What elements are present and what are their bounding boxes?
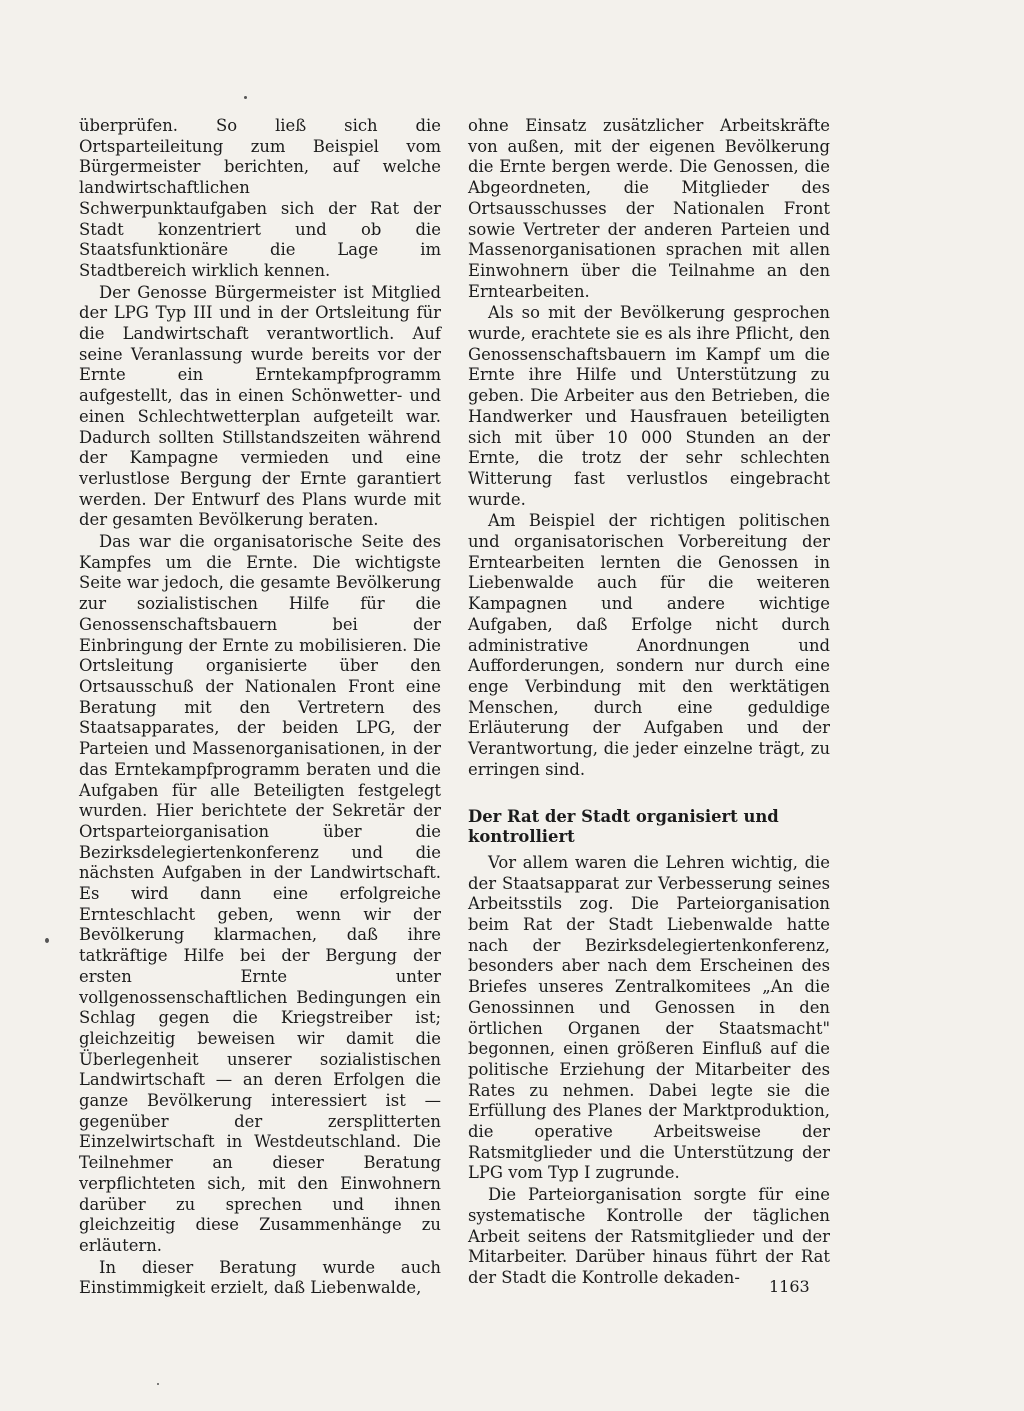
paragraph: Vor allem waren die Lehren wichtig, die der Staatsapparat zur Verbesserung seines Arbeitsstils zog. Die Parteiorganisation beim Rat der Stadt Liebenwalde hatte nach der Bezirksdelegiertenkonferenz, besonders aber nach dem Erscheinen des Briefes unseres Zentralkomitees „An die Genossinnen und Genossen in den örtlichen Organen der Staatsmacht" begonnen, einen größeren Einfluß auf die politische Erziehung der Mitarbeiter des Rates zu nehmen. Dabei legte sie die Erfüllung des Planes der Marktproduktion, die operative Arbeitsweise der Ratsmitglieder und die Unterstützung der LPG vom Typ I zugrunde. bbox=[468, 852, 830, 1183]
print-speck bbox=[244, 96, 247, 99]
paragraph: ohne Einsatz zusätzlicher Arbeitskräfte von außen, mit der eigenen Bevölkerung die Ernte bergen werde. Die Genossen, die Abgeordneten, die Mitglieder des Ortsausschusses der Nationalen Front sowie Vertreter der anderen Parteien und Massenorganisationen sprachen mit allen Einwohnern über die Teilnahme an den Erntearbeiten. bbox=[468, 116, 830, 301]
paragraph: Als so mit der Bevölkerung gesprochen wurde, erachtete sie es als ihre Pflicht, den Genossenschaftsbauern im Kampf um die Ernte ihre Hilfe und Unterstützung zu geben. Die Arbeiter aus den Betrieben, die Handwerker und Hausfrauen beteiligten sich mit über 10 000 Stunden an der Ernte, die trotz der sehr schlechten Witterung fast verlustlos eingebracht wurde. bbox=[468, 303, 830, 509]
paragraph: Der Genosse Bürgermeister ist Mitglied der LPG Typ III und in der Ortsleitung für die Landwirtschaft verantwortlich. Auf seine Veranlassung wurde bereits vor der Ernte ein Erntekampfprogramm aufgestellt, das in einen Schönwetter- und einen Schlechtwetterplan aufgeteilt war. Dadurch sollten Stillstandszeiten während der Kampagne vermieden und eine verlustlose Bergung der Ernte garantiert werden. Der Entwurf des Plans wurde mit der gesamten Bevölkerung beraten. bbox=[79, 282, 441, 530]
paragraph: überprüfen. So ließ sich die Ortsparteileitung zum Beispiel vom Bürgermeister berichten, auf welche landwirtschaftlichen Schwerpunktaufgaben sich der Rat der Stadt konzentriert und ob die Staatsfunktionäre die Lage im Stadtbereich wirklich kennen. bbox=[79, 116, 441, 280]
paragraph: In dieser Beratung wurde auch Einstimmigkeit erzielt, daß Liebenwalde, bbox=[79, 1257, 441, 1298]
left-column bbox=[79, 116, 441, 1299]
page-number: 1163 bbox=[769, 1277, 810, 1296]
print-speck bbox=[157, 1383, 159, 1385]
right-column bbox=[468, 116, 830, 1289]
print-speck bbox=[45, 938, 49, 943]
section-heading: Der Rat der Stadt organisiert und kontrolliert bbox=[468, 806, 779, 847]
paragraph: Das war die organisatorische Seite des Kampfes um die Ernte. Die wichtigste Seite war jedoch, die gesamte Bevölkerung zur sozialistischen Hilfe für die Genossenschaftsbauern bei der Einbringung der Ernte zu mobilisieren. Die Ortsleitung organisierte über den Ortsausschuß der Nationalen Front eine Beratung mit den Vertretern des Staatsapparates, der beiden LPG, der Parteien und Massenorganisationen, in der das Erntekampfprogramm beraten und die Aufgaben für alle Beteiligten festgelegt wurden. Hier berichtete der Sekretär der Ortsparteiorganisation über die Bezirksdelegiertenkonferenz und die nächsten Aufgaben in der Landwirtschaft. Es wird dann eine erfolgreiche Ernteschlacht geben, wenn wir der Bevölkerung klarmachen, daß ihre tatkräftige Hilfe bei der Bergung der ersten Ernte unter vollgenossenschaftlichen Bedingungen ein Schlag gegen die Kriegstreiber ist; gleichzeitig beweisen wir damit die Überlegenheit unserer sozialistischen Landwirtschaft — an deren Erfolgen die ganze Bevölkerung interessiert ist — gegenüber der zersplitterten Einzelwirtschaft in Westdeutschland. Die Teilnehmer an dieser Beratung verpflichteten sich, mit den Einwohnern darüber zu sprechen und ihnen gleichzeitig diese Zusammenhänge zu erläutern. bbox=[79, 532, 441, 1255]
paragraph: Die Parteiorganisation sorgte für eine systematische Kontrolle der täglichen Arbeit seitens der Ratsmitglieder und der Mitarbeiter. Darüber hinaus führt der Rat der Stadt die Kontrolle dekaden- bbox=[468, 1185, 830, 1287]
paragraph: Am Beispiel der richtigen politischen und organisatorischen Vorbereitung der Erntearbeiten lernten die Genossen in Liebenwalde auch für die weiteren Kampagnen und andere wichtige Aufgaben, daß Erfolge nicht durch administrative Anordnungen und Aufforderungen, sondern nur durch eine enge Verbindung mit den werktätigen Menschen, durch eine geduldige Erläuterung der Aufgaben und der Verantwortung, die jeder einzelne trägt, zu erringen sind. bbox=[468, 511, 830, 779]
